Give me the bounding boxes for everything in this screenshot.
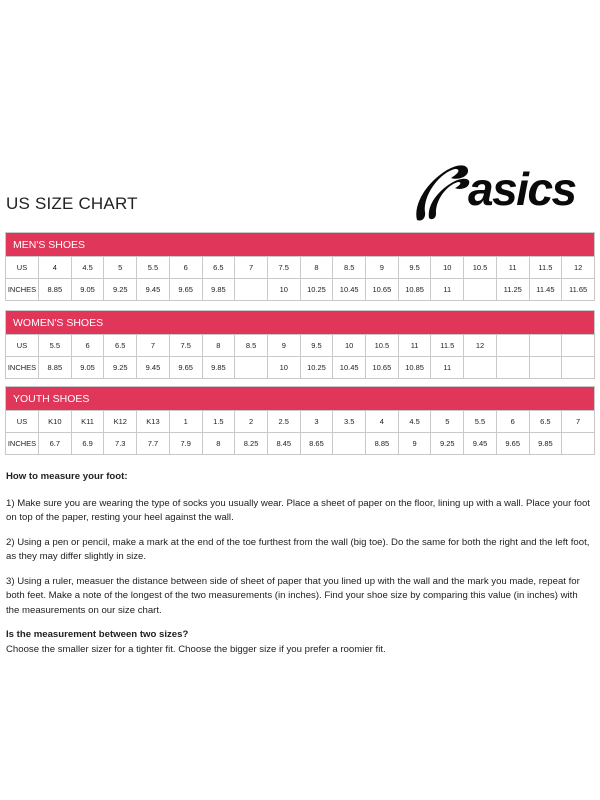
table-cell: 5 — [431, 411, 464, 433]
table-row — [6, 357, 595, 379]
table-cell: 5.5 — [39, 335, 72, 357]
table-cell: 5.5 — [137, 257, 170, 279]
mens-table — [5, 256, 595, 301]
table-cell: 7.7 — [137, 433, 170, 455]
table-cell — [496, 357, 529, 379]
table-cell: 9.45 — [137, 279, 170, 301]
table-cell: 9.85 — [202, 357, 235, 379]
table-cell: 9 — [267, 335, 300, 357]
table-cell: 5 — [104, 257, 137, 279]
table-cell — [333, 433, 366, 455]
table-cell: 8 — [202, 433, 235, 455]
table-cell: 10.85 — [398, 357, 431, 379]
table-cell: 10 — [267, 357, 300, 379]
table-cell: 11.5 — [529, 257, 562, 279]
table-cell: 7.9 — [169, 433, 202, 455]
table-cell — [529, 357, 562, 379]
table-cell: 9.45 — [137, 357, 170, 379]
table-row — [6, 411, 595, 433]
table-cell: 6.5 — [104, 335, 137, 357]
row-label: US — [6, 411, 39, 433]
table-cell: 3.5 — [333, 411, 366, 433]
table-row — [6, 335, 595, 357]
table-cell: 8.65 — [300, 433, 333, 455]
table-cell: 8.85 — [366, 433, 399, 455]
table-cell: 6 — [169, 257, 202, 279]
table-cell: 9.05 — [71, 357, 104, 379]
table-cell: K11 — [71, 411, 104, 433]
asics-stripes-icon — [413, 160, 473, 224]
howto-heading: How to measure your foot: — [6, 471, 128, 482]
table-cell: 9.45 — [464, 433, 497, 455]
table-cell: 10.25 — [300, 279, 333, 301]
table-cell: 7.5 — [267, 257, 300, 279]
table-cell: 12 — [464, 335, 497, 357]
table-cell: 9.65 — [169, 357, 202, 379]
howto-step-1: 1) Make sure you are wearing the type of socks you usually wear. Place a sheet of paper on the floor, lining up with a wall. Place your foot on top of the paper, resting your heel against the wall. — [6, 497, 590, 523]
table-cell: 8 — [300, 257, 333, 279]
table-cell: 11 — [398, 335, 431, 357]
table-cell: 9.85 — [529, 433, 562, 455]
table-cell — [562, 433, 595, 455]
table-cell: 9.25 — [431, 433, 464, 455]
asics-wordmark: asics — [468, 163, 576, 215]
table-cell: 10.5 — [464, 257, 497, 279]
table-row — [6, 279, 595, 301]
table-cell: 6 — [71, 335, 104, 357]
table-cell: 1 — [169, 411, 202, 433]
table-cell: 4.5 — [398, 411, 431, 433]
table-cell: 2 — [235, 411, 268, 433]
row-label: INCHES — [6, 433, 39, 455]
table-row — [6, 257, 595, 279]
row-label: INCHES — [6, 357, 39, 379]
table-cell: 6.5 — [529, 411, 562, 433]
table-cell — [235, 357, 268, 379]
table-cell: 6 — [496, 411, 529, 433]
table-cell: 10 — [267, 279, 300, 301]
youth-section — [5, 386, 595, 455]
page-title: US SIZE CHART — [6, 194, 138, 213]
table-cell: 9.65 — [169, 279, 202, 301]
table-cell: 8.85 — [39, 357, 72, 379]
table-cell: K13 — [137, 411, 170, 433]
table-cell: 6.9 — [71, 433, 104, 455]
table-cell: 4 — [366, 411, 399, 433]
youth-table — [5, 410, 595, 455]
table-cell: 9 — [398, 433, 431, 455]
table-cell: 8.25 — [235, 433, 268, 455]
between-sizes-heading: Is the measurement between two sizes? — [6, 629, 189, 640]
asics-logo — [413, 160, 595, 224]
table-cell: 4 — [39, 257, 72, 279]
table-cell: 8.5 — [235, 335, 268, 357]
table-cell: 6.5 — [202, 257, 235, 279]
table-cell: 9.65 — [496, 433, 529, 455]
table-cell: 9.25 — [104, 279, 137, 301]
row-label: US — [6, 335, 39, 357]
table-cell — [464, 279, 497, 301]
howto-step-2: 2) Using a pen or pencil, make a mark at the end of the toe furthest from the wall (big toe). Do the same for both the right and the left foot, as they may differ slightly in size. — [6, 536, 590, 562]
table-cell: 11 — [431, 279, 464, 301]
table-cell: 8.45 — [267, 433, 300, 455]
table-row — [6, 433, 595, 455]
table-cell: 4.5 — [71, 257, 104, 279]
table-cell: 9.85 — [202, 279, 235, 301]
table-cell: 10 — [333, 335, 366, 357]
table-cell: 11 — [431, 357, 464, 379]
table-cell: 10.25 — [300, 357, 333, 379]
table-cell: 1.5 — [202, 411, 235, 433]
table-cell: 8.5 — [333, 257, 366, 279]
table-cell — [562, 335, 595, 357]
table-cell: K12 — [104, 411, 137, 433]
table-cell: 5.5 — [464, 411, 497, 433]
table-cell: 11.45 — [529, 279, 562, 301]
table-cell: 2.5 — [267, 411, 300, 433]
table-cell: 10.45 — [333, 279, 366, 301]
row-label: US — [6, 257, 39, 279]
table-cell — [464, 357, 497, 379]
table-cell: 11.25 — [496, 279, 529, 301]
table-cell: 7 — [562, 411, 595, 433]
mens-header: MEN'S SHOES — [5, 232, 595, 256]
table-cell: 6.7 — [39, 433, 72, 455]
table-cell: 10 — [431, 257, 464, 279]
table-cell: 8 — [202, 335, 235, 357]
table-cell: 11.5 — [431, 335, 464, 357]
womens-table — [5, 334, 595, 379]
table-cell: 10.45 — [333, 357, 366, 379]
table-cell: 10.65 — [366, 279, 399, 301]
howto-step-3: 3) Using a ruler, measuer the distance between side of sheet of paper that you lined up with the wall and the mark you made, repeat for both feet. Make a note of the longest of the two measurements (in inches). Find your shoe size by comparing this value (in inches) with the measurements on our size chart. — [6, 575, 580, 616]
table-cell: 10.65 — [366, 357, 399, 379]
table-cell: 12 — [562, 257, 595, 279]
table-cell: 9 — [366, 257, 399, 279]
table-cell: 9.25 — [104, 357, 137, 379]
table-cell: 9.5 — [398, 257, 431, 279]
table-cell: 10.85 — [398, 279, 431, 301]
table-cell: 11.65 — [562, 279, 595, 301]
table-cell: 7 — [235, 257, 268, 279]
table-cell: 7.3 — [104, 433, 137, 455]
table-cell: 8.85 — [39, 279, 72, 301]
table-cell — [562, 357, 595, 379]
how-to-measure — [6, 470, 592, 657]
table-cell — [529, 335, 562, 357]
table-cell: 7.5 — [169, 335, 202, 357]
table-cell: 10.5 — [366, 335, 399, 357]
youth-header: YOUTH SHOES — [5, 386, 595, 410]
table-cell: 3 — [300, 411, 333, 433]
table-cell: 7 — [137, 335, 170, 357]
table-cell: K10 — [39, 411, 72, 433]
between-sizes-text: Choose the smaller sizer for a tighter fit. Choose the bigger size if you prefer a roomier fit. — [6, 643, 386, 655]
womens-section — [5, 310, 595, 379]
mens-section — [5, 232, 595, 301]
table-cell: 11 — [496, 257, 529, 279]
row-label: INCHES — [6, 279, 39, 301]
table-cell: 9.05 — [71, 279, 104, 301]
table-cell — [235, 279, 268, 301]
table-cell: 9.5 — [300, 335, 333, 357]
table-cell — [496, 335, 529, 357]
womens-header: WOMEN'S SHOES — [5, 310, 595, 334]
